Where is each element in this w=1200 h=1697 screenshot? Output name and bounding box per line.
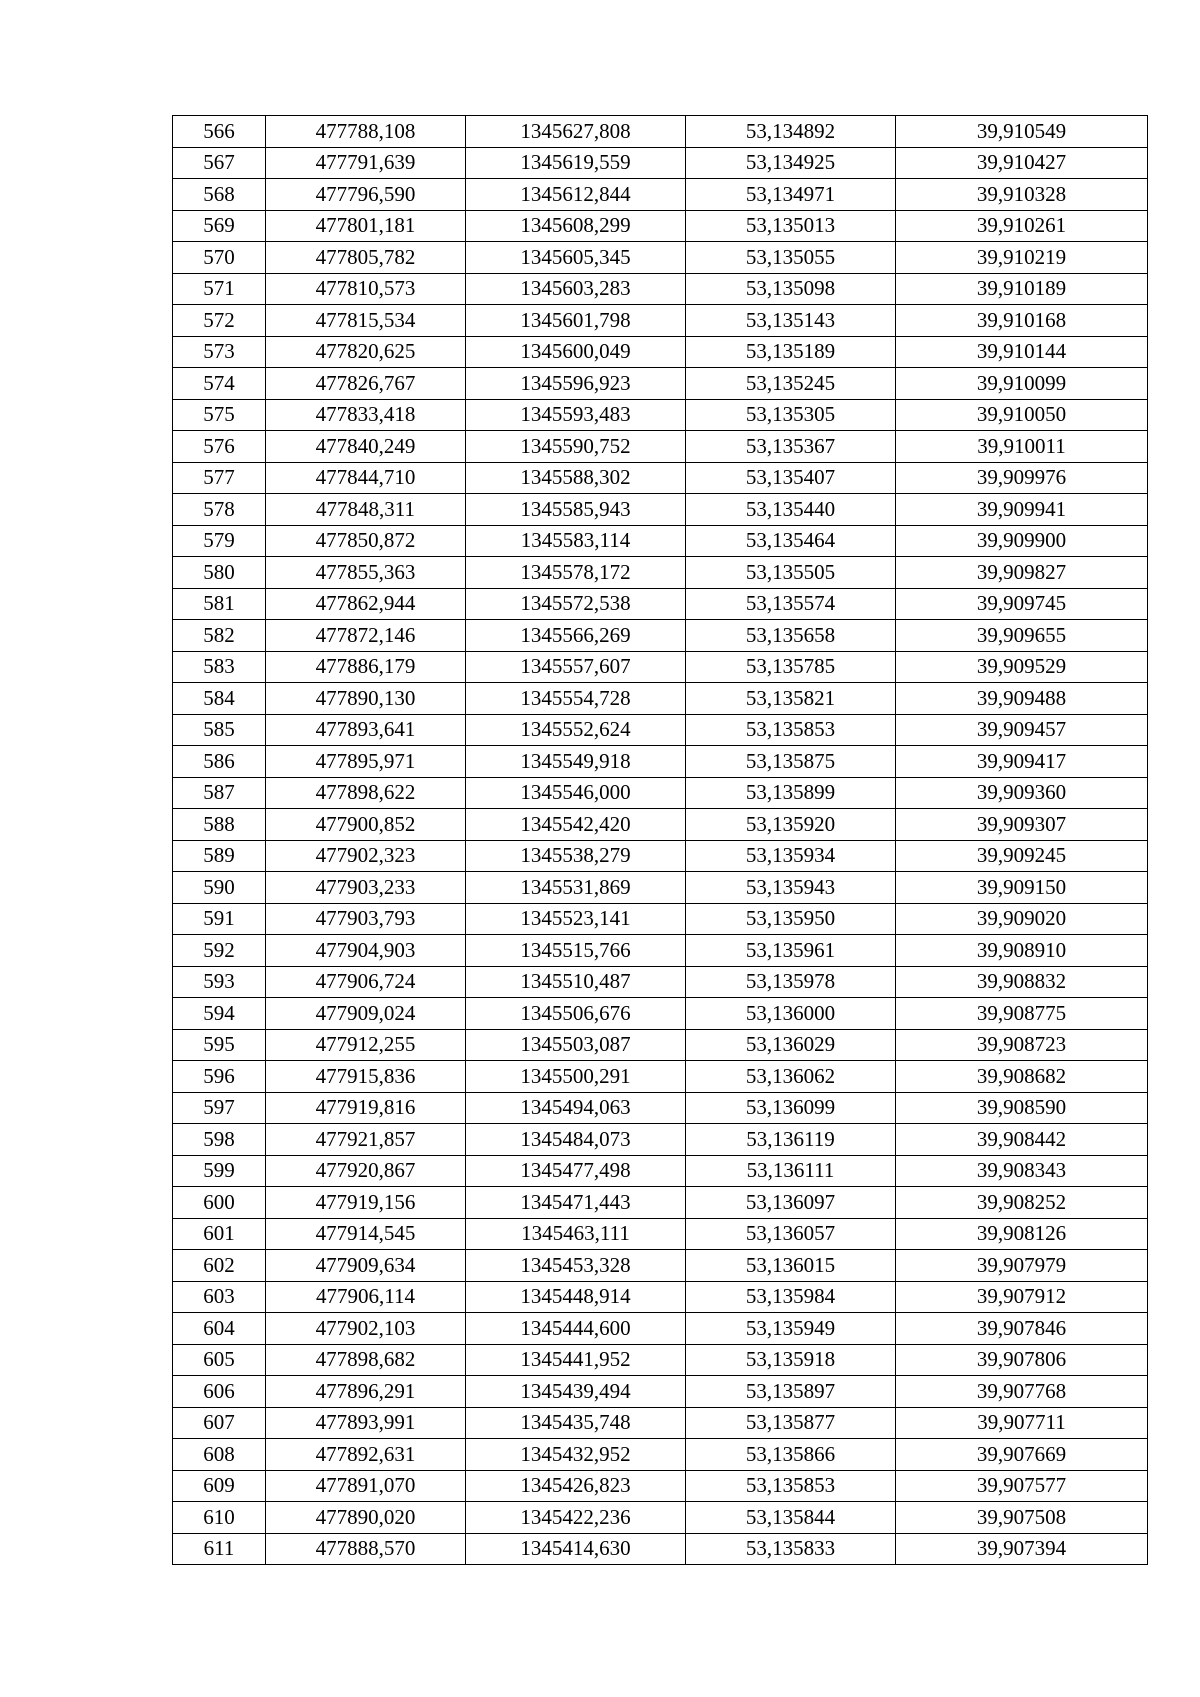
- x-coordinate-cell: 477902,323: [266, 840, 466, 872]
- x-coordinate-cell: 477796,590: [266, 179, 466, 211]
- longitude-cell: 39,907912: [896, 1281, 1148, 1313]
- longitude-cell: 39,910011: [896, 431, 1148, 463]
- point-number-cell: 591: [173, 903, 266, 935]
- point-number-cell: 597: [173, 1092, 266, 1124]
- y-coordinate-cell: 1345432,952: [466, 1439, 686, 1471]
- point-number-cell: 579: [173, 525, 266, 557]
- longitude-cell: 39,907768: [896, 1376, 1148, 1408]
- y-coordinate-cell: 1345506,676: [466, 998, 686, 1030]
- coordinates-table: [172, 115, 1148, 1565]
- longitude-cell: 39,908126: [896, 1218, 1148, 1250]
- point-number-cell: 611: [173, 1533, 266, 1565]
- x-coordinate-cell: 477921,857: [266, 1124, 466, 1156]
- longitude-cell: 39,909941: [896, 494, 1148, 526]
- table-row: [173, 399, 1148, 431]
- x-coordinate-cell: 477903,793: [266, 903, 466, 935]
- longitude-cell: 39,909457: [896, 714, 1148, 746]
- y-coordinate-cell: 1345605,345: [466, 242, 686, 274]
- x-coordinate-cell: 477833,418: [266, 399, 466, 431]
- x-coordinate-cell: 477914,545: [266, 1218, 466, 1250]
- latitude-cell: 53,136062: [686, 1061, 896, 1093]
- longitude-cell: 39,907806: [896, 1344, 1148, 1376]
- table-row: [173, 903, 1148, 935]
- point-number-cell: 603: [173, 1281, 266, 1313]
- x-coordinate-cell: 477840,249: [266, 431, 466, 463]
- point-number-cell: 594: [173, 998, 266, 1030]
- y-coordinate-cell: 1345600,049: [466, 336, 686, 368]
- x-coordinate-cell: 477826,767: [266, 368, 466, 400]
- x-coordinate-cell: 477805,782: [266, 242, 466, 274]
- y-coordinate-cell: 1345585,943: [466, 494, 686, 526]
- latitude-cell: 53,135897: [686, 1376, 896, 1408]
- longitude-cell: 39,909307: [896, 809, 1148, 841]
- y-coordinate-cell: 1345578,172: [466, 557, 686, 589]
- x-coordinate-cell: 477848,311: [266, 494, 466, 526]
- x-coordinate-cell: 477906,114: [266, 1281, 466, 1313]
- point-number-cell: 578: [173, 494, 266, 526]
- y-coordinate-cell: 1345441,952: [466, 1344, 686, 1376]
- latitude-cell: 53,135875: [686, 746, 896, 778]
- point-number-cell: 571: [173, 273, 266, 305]
- y-coordinate-cell: 1345484,073: [466, 1124, 686, 1156]
- y-coordinate-cell: 1345439,494: [466, 1376, 686, 1408]
- longitude-cell: 39,909827: [896, 557, 1148, 589]
- point-number-cell: 598: [173, 1124, 266, 1156]
- x-coordinate-cell: 477896,291: [266, 1376, 466, 1408]
- longitude-cell: 39,909417: [896, 746, 1148, 778]
- point-number-cell: 572: [173, 305, 266, 337]
- table-row: [173, 557, 1148, 589]
- latitude-cell: 53,135098: [686, 273, 896, 305]
- y-coordinate-cell: 1345500,291: [466, 1061, 686, 1093]
- latitude-cell: 53,135978: [686, 966, 896, 998]
- y-coordinate-cell: 1345453,328: [466, 1250, 686, 1282]
- y-coordinate-cell: 1345627,808: [466, 116, 686, 148]
- x-coordinate-cell: 477915,836: [266, 1061, 466, 1093]
- longitude-cell: 39,907394: [896, 1533, 1148, 1565]
- point-number-cell: 577: [173, 462, 266, 494]
- x-coordinate-cell: 477909,634: [266, 1250, 466, 1282]
- latitude-cell: 53,135189: [686, 336, 896, 368]
- x-coordinate-cell: 477791,639: [266, 147, 466, 179]
- y-coordinate-cell: 1345448,914: [466, 1281, 686, 1313]
- table-row: [173, 494, 1148, 526]
- point-number-cell: 569: [173, 210, 266, 242]
- point-number-cell: 596: [173, 1061, 266, 1093]
- table-row: [173, 872, 1148, 904]
- table-row: [173, 809, 1148, 841]
- latitude-cell: 53,135013: [686, 210, 896, 242]
- longitude-cell: 39,909976: [896, 462, 1148, 494]
- table-row: [173, 116, 1148, 148]
- table-row: [173, 620, 1148, 652]
- y-coordinate-cell: 1345477,498: [466, 1155, 686, 1187]
- x-coordinate-cell: 477788,108: [266, 116, 466, 148]
- x-coordinate-cell: 477855,363: [266, 557, 466, 589]
- longitude-cell: 39,909360: [896, 777, 1148, 809]
- point-number-cell: 587: [173, 777, 266, 809]
- point-number-cell: 606: [173, 1376, 266, 1408]
- table-row: [173, 1439, 1148, 1471]
- latitude-cell: 53,135785: [686, 651, 896, 683]
- x-coordinate-cell: 477906,724: [266, 966, 466, 998]
- x-coordinate-cell: 477909,024: [266, 998, 466, 1030]
- y-coordinate-cell: 1345435,748: [466, 1407, 686, 1439]
- latitude-cell: 53,135877: [686, 1407, 896, 1439]
- y-coordinate-cell: 1345552,624: [466, 714, 686, 746]
- latitude-cell: 53,135574: [686, 588, 896, 620]
- point-number-cell: 592: [173, 935, 266, 967]
- longitude-cell: 39,909900: [896, 525, 1148, 557]
- point-number-cell: 600: [173, 1187, 266, 1219]
- table-row: [173, 242, 1148, 274]
- table-row: [173, 1250, 1148, 1282]
- longitude-cell: 39,908252: [896, 1187, 1148, 1219]
- latitude-cell: 53,134925: [686, 147, 896, 179]
- y-coordinate-cell: 1345566,269: [466, 620, 686, 652]
- y-coordinate-cell: 1345583,114: [466, 525, 686, 557]
- latitude-cell: 53,135505: [686, 557, 896, 589]
- x-coordinate-cell: 477801,181: [266, 210, 466, 242]
- point-number-cell: 584: [173, 683, 266, 715]
- point-number-cell: 604: [173, 1313, 266, 1345]
- latitude-cell: 53,135853: [686, 1470, 896, 1502]
- table-row: [173, 431, 1148, 463]
- longitude-cell: 39,907979: [896, 1250, 1148, 1282]
- longitude-cell: 39,909529: [896, 651, 1148, 683]
- y-coordinate-cell: 1345612,844: [466, 179, 686, 211]
- x-coordinate-cell: 477862,944: [266, 588, 466, 620]
- point-number-cell: 595: [173, 1029, 266, 1061]
- table-row: [173, 273, 1148, 305]
- longitude-cell: 39,907669: [896, 1439, 1148, 1471]
- latitude-cell: 53,135844: [686, 1502, 896, 1534]
- y-coordinate-cell: 1345596,923: [466, 368, 686, 400]
- point-number-cell: 610: [173, 1502, 266, 1534]
- y-coordinate-cell: 1345531,869: [466, 872, 686, 904]
- latitude-cell: 53,135658: [686, 620, 896, 652]
- point-number-cell: 601: [173, 1218, 266, 1250]
- y-coordinate-cell: 1345603,283: [466, 273, 686, 305]
- latitude-cell: 53,136015: [686, 1250, 896, 1282]
- longitude-cell: 39,908832: [896, 966, 1148, 998]
- table-row: [173, 368, 1148, 400]
- longitude-cell: 39,909020: [896, 903, 1148, 935]
- table-row: [173, 651, 1148, 683]
- y-coordinate-cell: 1345619,559: [466, 147, 686, 179]
- point-number-cell: 586: [173, 746, 266, 778]
- point-number-cell: 581: [173, 588, 266, 620]
- table-row: [173, 1187, 1148, 1219]
- latitude-cell: 53,136029: [686, 1029, 896, 1061]
- table-row: [173, 305, 1148, 337]
- latitude-cell: 53,135853: [686, 714, 896, 746]
- table-row: [173, 683, 1148, 715]
- longitude-cell: 39,910189: [896, 273, 1148, 305]
- x-coordinate-cell: 477872,146: [266, 620, 466, 652]
- latitude-cell: 53,135833: [686, 1533, 896, 1565]
- latitude-cell: 53,134892: [686, 116, 896, 148]
- latitude-cell: 53,135367: [686, 431, 896, 463]
- latitude-cell: 53,135984: [686, 1281, 896, 1313]
- y-coordinate-cell: 1345414,630: [466, 1533, 686, 1565]
- longitude-cell: 39,908775: [896, 998, 1148, 1030]
- table-row: [173, 1092, 1148, 1124]
- latitude-cell: 53,135866: [686, 1439, 896, 1471]
- table-row: [173, 179, 1148, 211]
- latitude-cell: 53,135961: [686, 935, 896, 967]
- longitude-cell: 39,908723: [896, 1029, 1148, 1061]
- table-row: [173, 525, 1148, 557]
- latitude-cell: 53,136111: [686, 1155, 896, 1187]
- x-coordinate-cell: 477903,233: [266, 872, 466, 904]
- y-coordinate-cell: 1345590,752: [466, 431, 686, 463]
- y-coordinate-cell: 1345588,302: [466, 462, 686, 494]
- y-coordinate-cell: 1345422,236: [466, 1502, 686, 1534]
- longitude-cell: 39,910219: [896, 242, 1148, 274]
- point-number-cell: 608: [173, 1439, 266, 1471]
- x-coordinate-cell: 477904,903: [266, 935, 466, 967]
- x-coordinate-cell: 477902,103: [266, 1313, 466, 1345]
- latitude-cell: 53,135464: [686, 525, 896, 557]
- table-row: [173, 210, 1148, 242]
- x-coordinate-cell: 477850,872: [266, 525, 466, 557]
- longitude-cell: 39,909745: [896, 588, 1148, 620]
- longitude-cell: 39,909245: [896, 840, 1148, 872]
- point-number-cell: 575: [173, 399, 266, 431]
- table-row: [173, 1502, 1148, 1534]
- latitude-cell: 53,136119: [686, 1124, 896, 1156]
- y-coordinate-cell: 1345546,000: [466, 777, 686, 809]
- table-row: [173, 1155, 1148, 1187]
- y-coordinate-cell: 1345538,279: [466, 840, 686, 872]
- table-row: [173, 1376, 1148, 1408]
- latitude-cell: 53,136000: [686, 998, 896, 1030]
- y-coordinate-cell: 1345557,607: [466, 651, 686, 683]
- table-row: [173, 1313, 1148, 1345]
- point-number-cell: 567: [173, 147, 266, 179]
- latitude-cell: 53,134971: [686, 179, 896, 211]
- table-row: [173, 1124, 1148, 1156]
- x-coordinate-cell: 477919,156: [266, 1187, 466, 1219]
- y-coordinate-cell: 1345593,483: [466, 399, 686, 431]
- longitude-cell: 39,908910: [896, 935, 1148, 967]
- x-coordinate-cell: 477815,534: [266, 305, 466, 337]
- latitude-cell: 53,136057: [686, 1218, 896, 1250]
- x-coordinate-cell: 477893,641: [266, 714, 466, 746]
- latitude-cell: 53,136099: [686, 1092, 896, 1124]
- longitude-cell: 39,908682: [896, 1061, 1148, 1093]
- latitude-cell: 53,135949: [686, 1313, 896, 1345]
- x-coordinate-cell: 477891,070: [266, 1470, 466, 1502]
- table-row: [173, 714, 1148, 746]
- latitude-cell: 53,135920: [686, 809, 896, 841]
- longitude-cell: 39,908442: [896, 1124, 1148, 1156]
- point-number-cell: 599: [173, 1155, 266, 1187]
- latitude-cell: 53,135899: [686, 777, 896, 809]
- x-coordinate-cell: 477895,971: [266, 746, 466, 778]
- longitude-cell: 39,907846: [896, 1313, 1148, 1345]
- point-number-cell: 609: [173, 1470, 266, 1502]
- y-coordinate-cell: 1345503,087: [466, 1029, 686, 1061]
- y-coordinate-cell: 1345471,443: [466, 1187, 686, 1219]
- table-row: [173, 1029, 1148, 1061]
- longitude-cell: 39,909655: [896, 620, 1148, 652]
- table-row: [173, 935, 1148, 967]
- point-number-cell: 589: [173, 840, 266, 872]
- longitude-cell: 39,910328: [896, 179, 1148, 211]
- y-coordinate-cell: 1345523,141: [466, 903, 686, 935]
- y-coordinate-cell: 1345510,487: [466, 966, 686, 998]
- y-coordinate-cell: 1345549,918: [466, 746, 686, 778]
- x-coordinate-cell: 477886,179: [266, 651, 466, 683]
- table-row: [173, 777, 1148, 809]
- coordinates-table-body: [173, 116, 1148, 1565]
- table-row: [173, 746, 1148, 778]
- longitude-cell: 39,909488: [896, 683, 1148, 715]
- table-row: [173, 1061, 1148, 1093]
- latitude-cell: 53,135950: [686, 903, 896, 935]
- point-number-cell: 580: [173, 557, 266, 589]
- y-coordinate-cell: 1345494,063: [466, 1092, 686, 1124]
- x-coordinate-cell: 477900,852: [266, 809, 466, 841]
- y-coordinate-cell: 1345554,728: [466, 683, 686, 715]
- y-coordinate-cell: 1345601,798: [466, 305, 686, 337]
- longitude-cell: 39,907577: [896, 1470, 1148, 1502]
- longitude-cell: 39,910099: [896, 368, 1148, 400]
- table-row: [173, 147, 1148, 179]
- longitude-cell: 39,909150: [896, 872, 1148, 904]
- point-number-cell: 566: [173, 116, 266, 148]
- x-coordinate-cell: 477820,625: [266, 336, 466, 368]
- longitude-cell: 39,907711: [896, 1407, 1148, 1439]
- point-number-cell: 588: [173, 809, 266, 841]
- table-row: [173, 1407, 1148, 1439]
- latitude-cell: 53,136097: [686, 1187, 896, 1219]
- point-number-cell: 573: [173, 336, 266, 368]
- point-number-cell: 607: [173, 1407, 266, 1439]
- table-row: [173, 336, 1148, 368]
- x-coordinate-cell: 477892,631: [266, 1439, 466, 1471]
- longitude-cell: 39,910144: [896, 336, 1148, 368]
- table-row: [173, 1218, 1148, 1250]
- point-number-cell: 583: [173, 651, 266, 683]
- point-number-cell: 576: [173, 431, 266, 463]
- latitude-cell: 53,135305: [686, 399, 896, 431]
- latitude-cell: 53,135918: [686, 1344, 896, 1376]
- point-number-cell: 590: [173, 872, 266, 904]
- x-coordinate-cell: 477844,710: [266, 462, 466, 494]
- y-coordinate-cell: 1345542,420: [466, 809, 686, 841]
- latitude-cell: 53,135407: [686, 462, 896, 494]
- y-coordinate-cell: 1345463,111: [466, 1218, 686, 1250]
- longitude-cell: 39,908590: [896, 1092, 1148, 1124]
- longitude-cell: 39,910427: [896, 147, 1148, 179]
- x-coordinate-cell: 477890,020: [266, 1502, 466, 1534]
- latitude-cell: 53,135934: [686, 840, 896, 872]
- longitude-cell: 39,910549: [896, 116, 1148, 148]
- point-number-cell: 582: [173, 620, 266, 652]
- x-coordinate-cell: 477919,816: [266, 1092, 466, 1124]
- point-number-cell: 570: [173, 242, 266, 274]
- table-row: [173, 1533, 1148, 1565]
- table-row: [173, 840, 1148, 872]
- table-row: [173, 966, 1148, 998]
- longitude-cell: 39,910261: [896, 210, 1148, 242]
- x-coordinate-cell: 477920,867: [266, 1155, 466, 1187]
- longitude-cell: 39,910050: [896, 399, 1148, 431]
- point-number-cell: 574: [173, 368, 266, 400]
- latitude-cell: 53,135821: [686, 683, 896, 715]
- latitude-cell: 53,135055: [686, 242, 896, 274]
- x-coordinate-cell: 477912,255: [266, 1029, 466, 1061]
- x-coordinate-cell: 477810,573: [266, 273, 466, 305]
- table-row: [173, 998, 1148, 1030]
- latitude-cell: 53,135440: [686, 494, 896, 526]
- longitude-cell: 39,910168: [896, 305, 1148, 337]
- longitude-cell: 39,908343: [896, 1155, 1148, 1187]
- y-coordinate-cell: 1345608,299: [466, 210, 686, 242]
- latitude-cell: 53,135245: [686, 368, 896, 400]
- point-number-cell: 585: [173, 714, 266, 746]
- x-coordinate-cell: 477890,130: [266, 683, 466, 715]
- y-coordinate-cell: 1345426,823: [466, 1470, 686, 1502]
- point-number-cell: 602: [173, 1250, 266, 1282]
- x-coordinate-cell: 477888,570: [266, 1533, 466, 1565]
- latitude-cell: 53,135943: [686, 872, 896, 904]
- table-row: [173, 1470, 1148, 1502]
- table-row: [173, 588, 1148, 620]
- point-number-cell: 593: [173, 966, 266, 998]
- x-coordinate-cell: 477898,622: [266, 777, 466, 809]
- longitude-cell: 39,907508: [896, 1502, 1148, 1534]
- y-coordinate-cell: 1345515,766: [466, 935, 686, 967]
- x-coordinate-cell: 477893,991: [266, 1407, 466, 1439]
- point-number-cell: 605: [173, 1344, 266, 1376]
- y-coordinate-cell: 1345444,600: [466, 1313, 686, 1345]
- x-coordinate-cell: 477898,682: [266, 1344, 466, 1376]
- point-number-cell: 568: [173, 179, 266, 211]
- latitude-cell: 53,135143: [686, 305, 896, 337]
- table-row: [173, 1281, 1148, 1313]
- table-row: [173, 1344, 1148, 1376]
- y-coordinate-cell: 1345572,538: [466, 588, 686, 620]
- table-row: [173, 462, 1148, 494]
